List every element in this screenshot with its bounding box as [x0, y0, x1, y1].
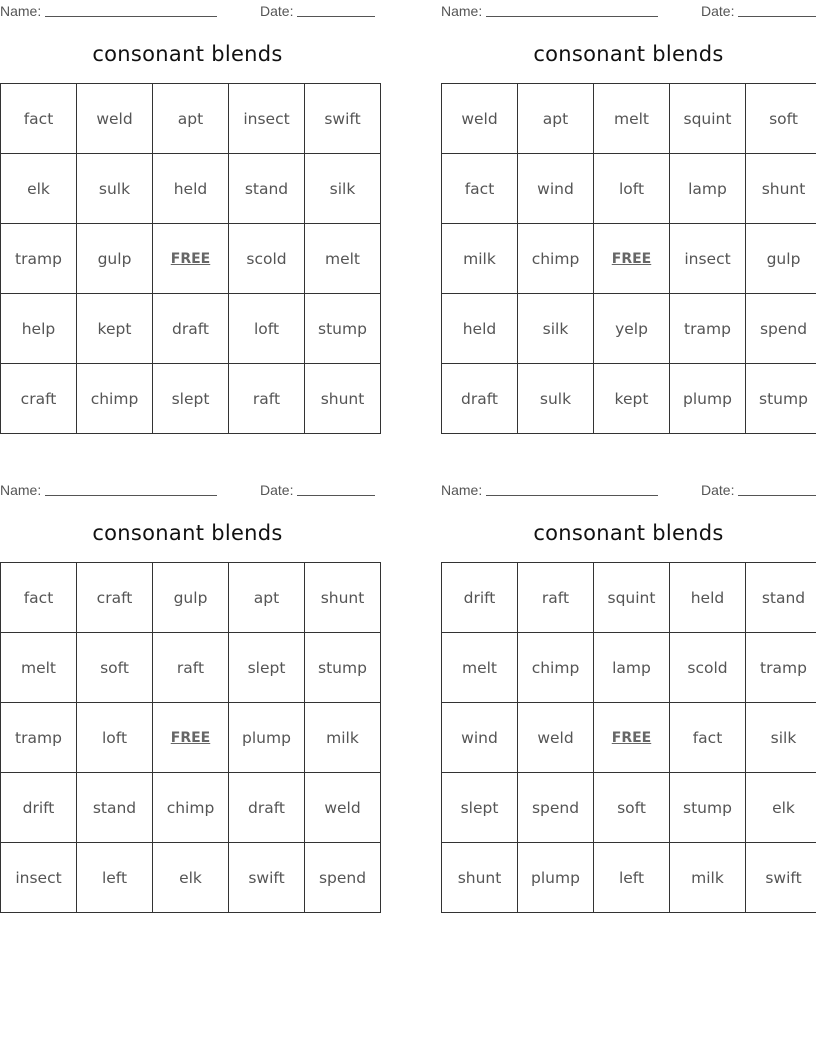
- date-label: Date:: [260, 3, 294, 19]
- grid-cell: craft: [1, 364, 77, 434]
- grid-cell: wind: [442, 703, 518, 773]
- grid-cell: raft: [229, 364, 305, 434]
- grid-cell: held: [442, 294, 518, 364]
- grid-cell: kept: [77, 294, 153, 364]
- grid-row: [442, 154, 816, 224]
- grid-cell: chimp: [153, 773, 229, 843]
- grid-cell: weld: [442, 84, 518, 154]
- grid-row: [442, 773, 816, 843]
- grid-cell: swift: [746, 843, 816, 913]
- grid-row: [1, 703, 381, 773]
- grid-cell: tramp: [670, 294, 746, 364]
- date-field: [260, 482, 375, 498]
- grid-cell: chimp: [518, 633, 594, 703]
- grid-cell: wind: [518, 154, 594, 224]
- grid-cell: chimp: [77, 364, 153, 434]
- grid-cell: elk: [1, 154, 77, 224]
- name-field: [441, 482, 658, 498]
- grid-row: [1, 294, 381, 364]
- name-field: [0, 3, 217, 19]
- grid-row: [1, 843, 381, 913]
- grid-cell: melt: [442, 633, 518, 703]
- free-space-cell: FREE: [153, 703, 229, 773]
- name-field: [441, 3, 658, 19]
- grid-cell: spend: [518, 773, 594, 843]
- grid-cell: scold: [670, 633, 746, 703]
- grid-cell: loft: [77, 703, 153, 773]
- grid-cell: soft: [77, 633, 153, 703]
- grid-cell: apt: [518, 84, 594, 154]
- grid-cell: shunt: [746, 154, 816, 224]
- grid-cell: plump: [670, 364, 746, 434]
- grid-cell: fact: [670, 703, 746, 773]
- grid-cell: craft: [77, 563, 153, 633]
- name-date-row: [441, 482, 816, 498]
- grid-cell: spend: [746, 294, 816, 364]
- grid-cell: stand: [229, 154, 305, 224]
- grid-cell: gulp: [153, 563, 229, 633]
- grid-cell: weld: [518, 703, 594, 773]
- grid-cell: raft: [518, 563, 594, 633]
- bingo-card-3: [0, 479, 375, 919]
- name-label: Name:: [0, 482, 42, 498]
- grid-cell: stump: [305, 633, 381, 703]
- grid-cell: elk: [153, 843, 229, 913]
- grid-cell: help: [1, 294, 77, 364]
- grid-cell: stump: [305, 294, 381, 364]
- grid-cell: apt: [153, 84, 229, 154]
- bingo-grid: [0, 83, 381, 434]
- grid-row: [1, 154, 381, 224]
- grid-cell: gulp: [746, 224, 816, 294]
- grid-cell: silk: [746, 703, 816, 773]
- grid-cell: draft: [229, 773, 305, 843]
- grid-cell: sulk: [77, 154, 153, 224]
- grid-cell: scold: [229, 224, 305, 294]
- grid-cell: milk: [442, 224, 518, 294]
- grid-cell: silk: [305, 154, 381, 224]
- name-blank-line: [486, 494, 658, 496]
- grid-cell: stump: [746, 364, 816, 434]
- grid-row: [442, 224, 816, 294]
- name-blank-line: [45, 494, 217, 496]
- free-space-cell: FREE: [594, 703, 670, 773]
- grid-row: [1, 224, 381, 294]
- grid-cell: tramp: [1, 224, 77, 294]
- grid-cell: kept: [594, 364, 670, 434]
- grid-cell: tramp: [1, 703, 77, 773]
- grid-row: [1, 633, 381, 703]
- name-label: Name:: [441, 3, 483, 19]
- grid-cell: shunt: [305, 364, 381, 434]
- grid-cell: yelp: [594, 294, 670, 364]
- grid-cell: melt: [1, 633, 77, 703]
- card-title: consonant blends: [92, 521, 283, 545]
- card-title: consonant blends: [92, 42, 283, 66]
- grid-cell: soft: [594, 773, 670, 843]
- grid-cell: milk: [305, 703, 381, 773]
- date-field: [701, 3, 816, 19]
- grid-cell: milk: [670, 843, 746, 913]
- grid-cell: sulk: [518, 364, 594, 434]
- name-label: Name:: [0, 3, 42, 19]
- name-date-row: [441, 3, 816, 19]
- free-space-cell: FREE: [594, 224, 670, 294]
- grid-row: [1, 773, 381, 843]
- grid-row: [442, 703, 816, 773]
- card-title: consonant blends: [533, 521, 724, 545]
- grid-row: [1, 563, 381, 633]
- date-field: [701, 482, 816, 498]
- date-field: [260, 3, 375, 19]
- grid-cell: left: [77, 843, 153, 913]
- free-space-cell: FREE: [153, 224, 229, 294]
- grid-cell: silk: [518, 294, 594, 364]
- grid-cell: weld: [305, 773, 381, 843]
- grid-cell: lamp: [594, 633, 670, 703]
- grid-cell: tramp: [746, 633, 816, 703]
- grid-row: [442, 563, 816, 633]
- grid-row: [442, 294, 816, 364]
- grid-cell: drift: [1, 773, 77, 843]
- bingo-card-4: [441, 479, 816, 919]
- grid-cell: stump: [670, 773, 746, 843]
- grid-cell: left: [594, 843, 670, 913]
- grid-cell: draft: [442, 364, 518, 434]
- grid-cell: held: [153, 154, 229, 224]
- grid-cell: squint: [594, 563, 670, 633]
- grid-cell: soft: [746, 84, 816, 154]
- grid-cell: shunt: [305, 563, 381, 633]
- grid-cell: fact: [1, 84, 77, 154]
- grid-cell: melt: [305, 224, 381, 294]
- grid-cell: swift: [305, 84, 381, 154]
- date-blank-line: [738, 494, 816, 496]
- name-blank-line: [45, 15, 217, 17]
- grid-cell: fact: [442, 154, 518, 224]
- grid-cell: slept: [153, 364, 229, 434]
- date-label: Date:: [260, 482, 294, 498]
- grid-cell: apt: [229, 563, 305, 633]
- bingo-grid: [0, 562, 381, 913]
- grid-row: [1, 364, 381, 434]
- grid-cell: held: [670, 563, 746, 633]
- grid-cell: squint: [670, 84, 746, 154]
- grid-cell: slept: [442, 773, 518, 843]
- grid-cell: fact: [1, 563, 77, 633]
- grid-cell: slept: [229, 633, 305, 703]
- grid-row: [442, 84, 816, 154]
- bingo-grid: [441, 83, 816, 434]
- name-blank-line: [486, 15, 658, 17]
- grid-cell: raft: [153, 633, 229, 703]
- date-label: Date:: [701, 3, 735, 19]
- date-blank-line: [297, 15, 375, 17]
- grid-cell: draft: [153, 294, 229, 364]
- grid-row: [1, 84, 381, 154]
- grid-cell: stand: [746, 563, 816, 633]
- bingo-card-2: [441, 0, 816, 440]
- grid-cell: swift: [229, 843, 305, 913]
- grid-cell: elk: [746, 773, 816, 843]
- grid-cell: insect: [1, 843, 77, 913]
- bingo-grid: [441, 562, 816, 913]
- grid-row: [442, 633, 816, 703]
- bingo-card-1: [0, 0, 375, 440]
- grid-row: [442, 843, 816, 913]
- name-field: [0, 482, 217, 498]
- date-blank-line: [297, 494, 375, 496]
- grid-cell: plump: [229, 703, 305, 773]
- grid-cell: stand: [77, 773, 153, 843]
- grid-cell: loft: [229, 294, 305, 364]
- grid-cell: plump: [518, 843, 594, 913]
- grid-cell: spend: [305, 843, 381, 913]
- grid-cell: insect: [670, 224, 746, 294]
- name-date-row: [0, 482, 375, 498]
- grid-cell: gulp: [77, 224, 153, 294]
- grid-row: [442, 364, 816, 434]
- card-title: consonant blends: [533, 42, 724, 66]
- date-blank-line: [738, 15, 816, 17]
- name-label: Name:: [441, 482, 483, 498]
- date-label: Date:: [701, 482, 735, 498]
- grid-cell: weld: [77, 84, 153, 154]
- grid-cell: insect: [229, 84, 305, 154]
- name-date-row: [0, 3, 375, 19]
- grid-cell: chimp: [518, 224, 594, 294]
- grid-cell: drift: [442, 563, 518, 633]
- grid-cell: melt: [594, 84, 670, 154]
- grid-cell: loft: [594, 154, 670, 224]
- grid-cell: shunt: [442, 843, 518, 913]
- grid-cell: lamp: [670, 154, 746, 224]
